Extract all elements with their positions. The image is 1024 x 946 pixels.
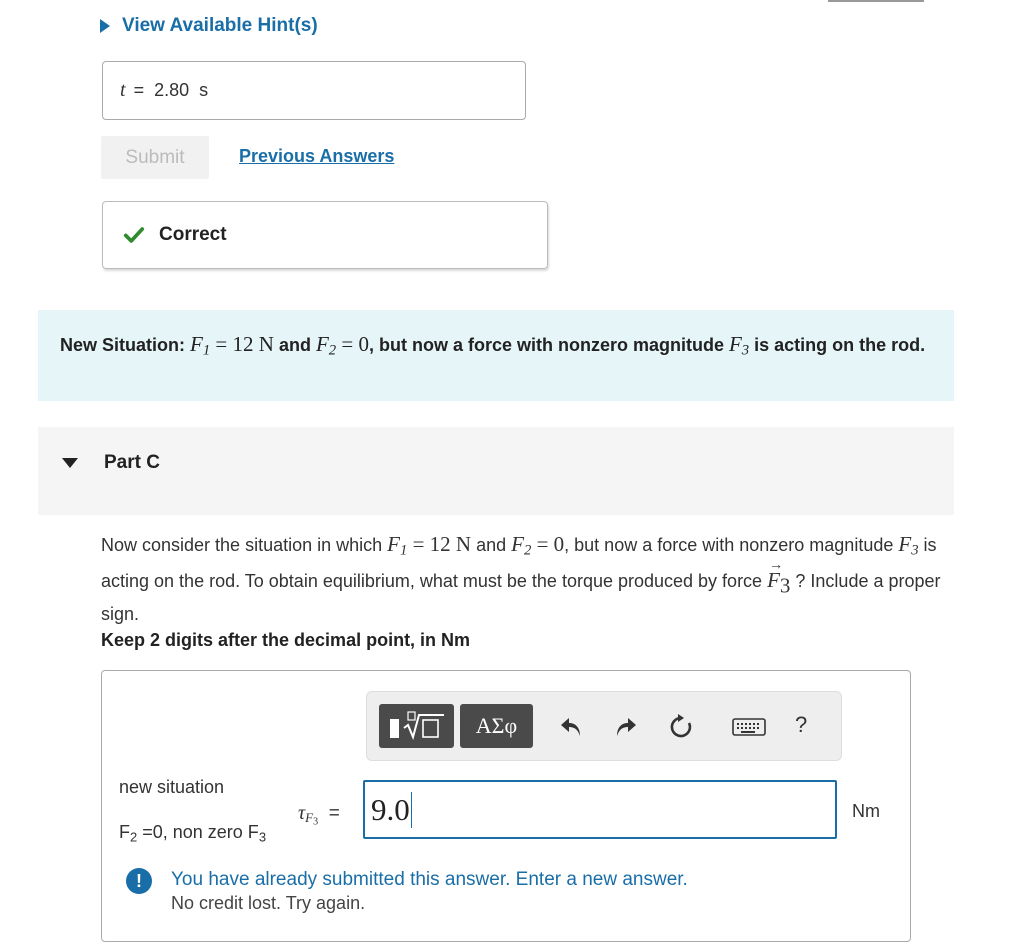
- f2-symbol: $F_2$: [315, 332, 337, 359]
- part-label: Part C: [104, 452, 160, 473]
- answer-value: 2.80: [154, 80, 190, 100]
- tau-subscript: [305, 810, 319, 828]
- tau-subscript-n: 3: [313, 816, 319, 828]
- answer-equals: =: [133, 80, 145, 100]
- warning-message: You have already submitted this answer. Enter a new answer.: [171, 869, 688, 890]
- undo-icon[interactable]: [557, 713, 585, 741]
- reset-icon[interactable]: [667, 713, 695, 741]
- view-hints-toggle[interactable]: [100, 15, 318, 37]
- q-f2-equation: = 0: [531, 532, 565, 556]
- f1-symbol: $F_1$: [190, 332, 211, 359]
- checkmark-icon: [123, 224, 145, 246]
- part-c-header[interactable]: [38, 427, 954, 515]
- label-text: =0, non zero F: [137, 822, 259, 842]
- q-f3-symbol: $F_3$: [898, 532, 919, 559]
- new-situation-middle: , but now a force with nonzero magnitude: [368, 335, 729, 355]
- q-f1-equation: = 12 N: [407, 532, 472, 556]
- previous-answer-box: [102, 61, 526, 120]
- feedback-label: Correct: [159, 224, 227, 245]
- instruction-text: Keep 2 digits after the decimal point, in Nm: [101, 630, 471, 650]
- answer-label-line2: [119, 822, 266, 844]
- redo-icon[interactable]: [612, 713, 640, 741]
- help-button[interactable]: ?: [795, 712, 808, 737]
- q-f2-symbol: $F_2$: [511, 532, 532, 559]
- templates-button[interactable]: [379, 704, 454, 748]
- question-text: [101, 530, 951, 629]
- new-situation-suffix: is acting on the rod.: [749, 335, 926, 355]
- tau-subscript-f: F: [305, 810, 314, 826]
- label-f2-sub: 2: [130, 829, 138, 845]
- tau-label: [298, 802, 340, 828]
- correct-feedback-box: [102, 201, 548, 269]
- warning-submessage: No credit lost. Try again.: [171, 893, 366, 913]
- answer-unit-label: Nm: [852, 801, 880, 821]
- f1-equation: = 12 N: [210, 332, 274, 356]
- question-part-3: , but now a force with nonzero magnitude: [564, 535, 899, 555]
- tau-symbol: τ: [298, 802, 306, 824]
- question-part-4: is acting on the rod. To obtain equilibrium, what must be the torque produced by force: [101, 535, 937, 591]
- new-situation-prefix: New Situation:: [60, 335, 190, 355]
- q-f1-symbol: $F_1$: [387, 532, 408, 559]
- and-text: and: [273, 335, 316, 355]
- new-situation-banner: [38, 310, 954, 401]
- q-f3-vector-symbol: → F: [767, 566, 780, 595]
- tau-equals: =: [328, 803, 340, 824]
- question-part-1: Now consider the situation in which: [101, 535, 388, 555]
- top-edge-line: [828, 0, 924, 2]
- answer-input[interactable]: [363, 780, 837, 839]
- hint-label: View Available Hint(s): [122, 15, 318, 36]
- f3-symbol: $F_3$: [728, 332, 750, 359]
- previous-answers-link[interactable]: Previous Answers: [239, 146, 395, 166]
- math-toolbar: [366, 691, 842, 761]
- submit-button[interactable]: Submit: [101, 136, 209, 179]
- question-part-2: and: [471, 535, 512, 555]
- q-f3-vector-subscript: 3: [779, 572, 791, 597]
- f2-equation: = 0: [336, 332, 369, 356]
- alert-icon: !: [126, 868, 152, 894]
- label-f3-sub: 3: [258, 829, 267, 845]
- answer-panel: [101, 670, 911, 942]
- keyboard-icon[interactable]: [731, 713, 767, 741]
- templates-icon: [388, 710, 446, 742]
- caret-right-icon: [100, 19, 110, 33]
- answer-label-line1: new situation: [119, 777, 225, 797]
- question-part-5: ? Include a proper sign.: [101, 570, 941, 624]
- answer-input-value: 9.0: [371, 791, 410, 827]
- answer-variable: t: [120, 79, 126, 101]
- answer-unit: s: [199, 80, 209, 100]
- caret-down-icon: [62, 458, 78, 468]
- text-caret: [411, 792, 412, 828]
- greek-symbols-button[interactable]: ΑΣφ: [460, 704, 533, 748]
- label-f2: F: [119, 822, 130, 842]
